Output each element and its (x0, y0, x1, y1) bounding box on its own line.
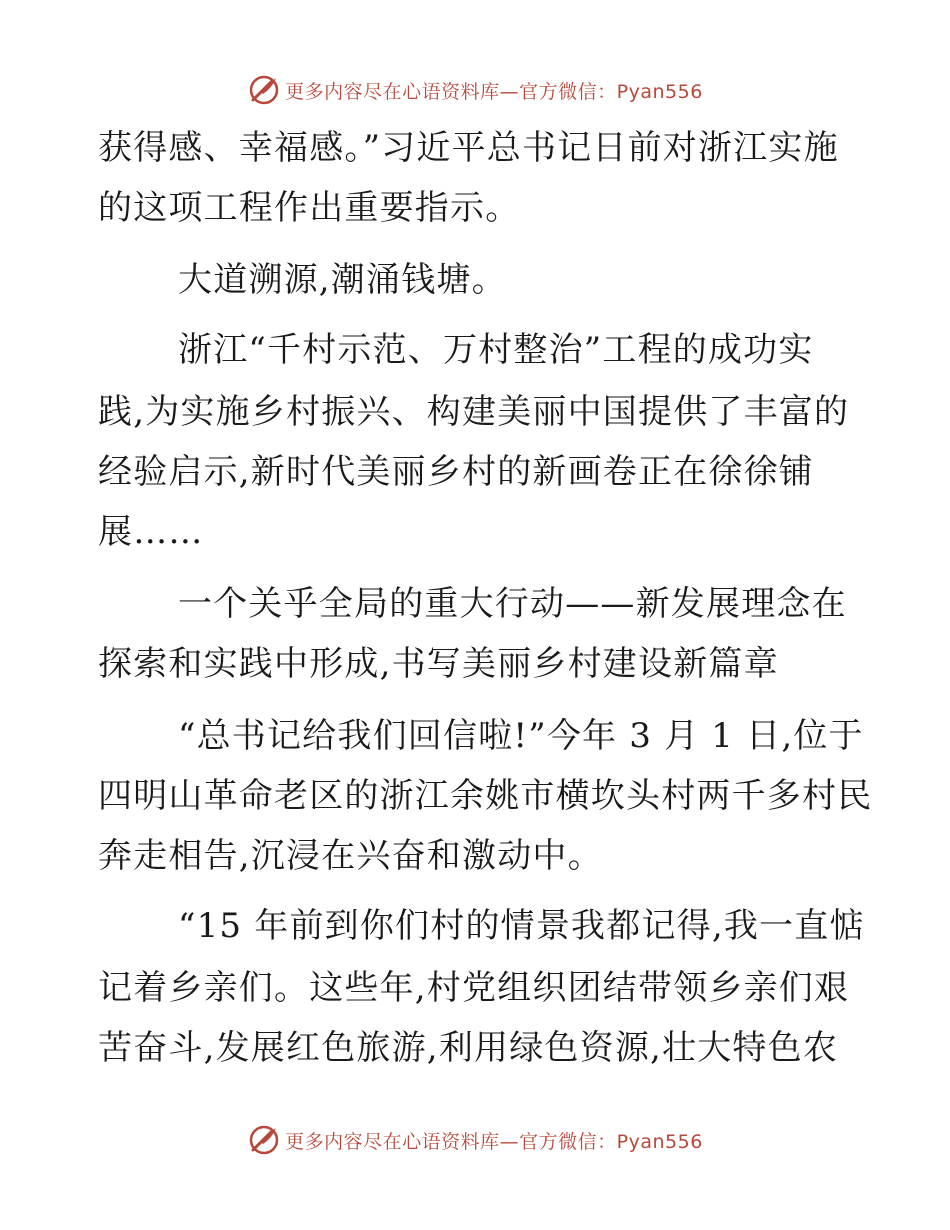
text-line: 一个关乎全局的重大行动——新发展理念在 (178, 584, 847, 624)
text-line: 展…… (98, 512, 204, 552)
text-line: 获得感、幸福感。”习近平总书记日前对浙江实施 (98, 128, 839, 168)
watermark-footer (0, 1120, 950, 1160)
feather-logo-icon (247, 73, 281, 107)
text-line: 大道溯源,潮涌钱塘。 (178, 260, 507, 300)
text-line: 记着乡亲们。这些年,村党组织团结带领乡亲们艰 (98, 968, 850, 1008)
text-line: 四明山革命老区的浙江余姚市横坎头村两千多村民 (98, 776, 873, 816)
watermark-header (0, 70, 950, 110)
text-line: 浙江“千村示范、万村整治”工程的成功实 (178, 330, 814, 370)
text-line: “总书记给我们回信啦!”今年 3 月 1 日,位于 (178, 716, 864, 756)
text-line: 经验启示,新时代美丽乡村的新画卷正在徐徐铺 (98, 452, 815, 492)
text-line: 践,为实施乡村振兴、构建美丽中国提供了丰富的 (98, 392, 850, 432)
text-line: 探索和实践中形成,书写美丽乡村建设新篇章 (98, 644, 779, 684)
text-line: 的这项工程作出重要指示。 (98, 188, 521, 228)
watermark-text: 更多内容尽在心语资料库—官方微信：Pyan556 (285, 80, 703, 103)
text-line: 苦奋斗,发展红色旅游,利用绿色资源,壮大特色农 (98, 1028, 839, 1068)
text-line: “15 年前到你们村的情景我都记得,我一直惦 (178, 906, 865, 946)
text-line: 奔走相告,沉浸在兴奋和激动中。 (98, 836, 603, 876)
feather-logo-icon (247, 1123, 281, 1157)
watermark-text: 更多内容尽在心语资料库—官方微信：Pyan556 (285, 1130, 703, 1153)
